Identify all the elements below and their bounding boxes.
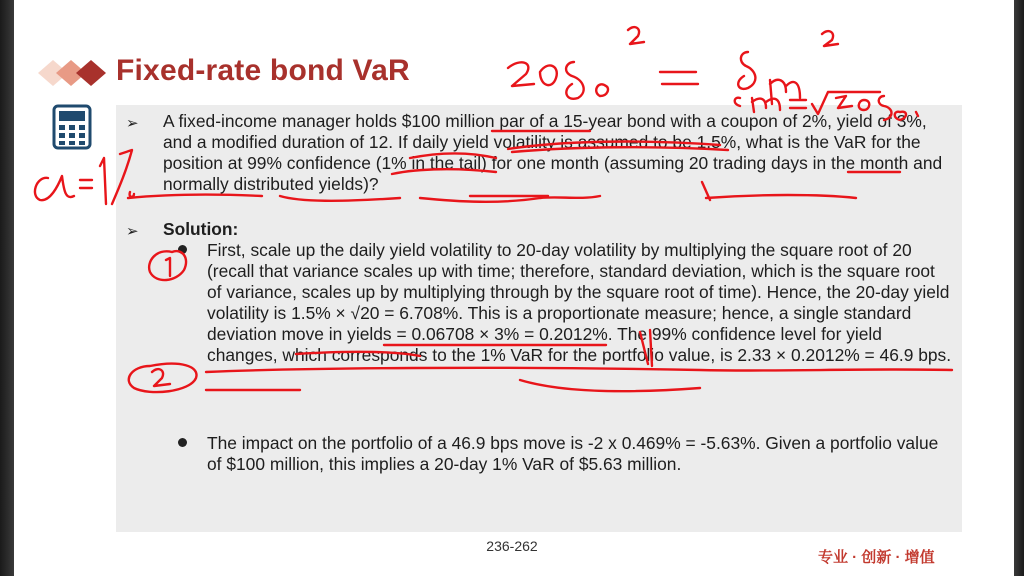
- arrow-bullet-icon: ➢: [126, 223, 139, 240]
- question-text: A fixed-income manager holds $100 million par of a 15-year bond with a coupon of 2%, yield of 3%, and a modified duration of 12. If daily yield volatility is assumed to be 1.5%, what is the VaR for the position at 99% confidence (1% in the tail) for one month (assuming 20 trading days in the month and normally distributed yields)?: [163, 111, 943, 194]
- slide-title: Fixed-rate bond VaR: [116, 54, 410, 87]
- solution-point-1: First, scale up the daily yield volatility to 20-day volatility by multiplying the square root of 20 (recall that variance scales up with time; therefore, standard deviation, which is the square root of variance, scales up by multiplying through by the square root of time). Hence, the 20-day yield volatility is 1.5% × √20 = 6.708%. This is a proportionate measure; hence, a single standard deviation move in yields = 0.06708 × 3% = 0.2012%. The 99% confidence level for yield changes, which corresponds to the 1% VaR for the portfolio value, is 2.33 × 0.2012% = 46.9 bps.: [207, 240, 952, 365]
- left-frame-edge: [0, 0, 14, 576]
- dot-bullet-icon: [178, 438, 187, 447]
- page-number: 236-262: [486, 538, 538, 554]
- brand-slogan: 专业 · 创新 · 增值: [818, 549, 935, 566]
- right-frame-edge: [1014, 0, 1024, 576]
- arrow-bullet-icon: ➢: [126, 115, 139, 132]
- calculator-icon: [52, 104, 92, 150]
- dot-bullet-icon: [178, 245, 187, 254]
- diamond-decoration-icon: [36, 58, 110, 88]
- solution-heading: Solution:: [163, 219, 239, 239]
- annotation-formula: [508, 27, 838, 104]
- solution-point-2: The impact on the portfolio of a 46.9 bps move is -2 x 0.469% = -5.63%. Given a portfolio value of $100 million, this implies a 20-day 1% VaR of $5.63 million.: [207, 433, 939, 474]
